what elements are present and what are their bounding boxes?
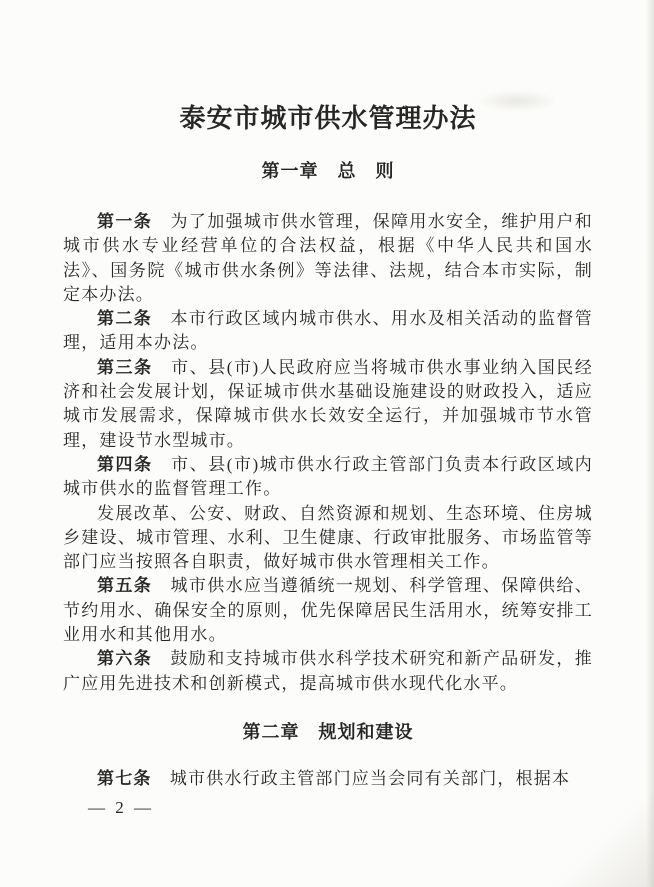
chapter-2-heading: 第二章 规划和建设 [242,721,414,742]
article-2-number: 第二条 [97,309,171,329]
article-2-text: 本市行政区域内城市供水、用水及相关活动的监督管理，适用本办法。 [63,309,593,353]
scan-edge-artifact [646,0,654,887]
article-1-number: 第一条 [97,212,171,231]
article-3-paragraph [63,356,593,453]
article-4-paragraph [63,453,593,502]
article-1-text: 为了加强城市供水管理，保障用水安全，维护用户和城市供水专业经营单位的合法权益，根据《中华人民共和国水法》、国务院《城市供水条例》等法律、法规，结合本市实际，制定本办法。 [63,212,593,304]
article-3-number: 第三条 [97,357,172,377]
page-number: — 2 — [88,798,154,817]
article-6-number: 第六条 [97,649,171,669]
article-7-number: 第七条 [97,768,170,788]
article-5-number: 第五条 [97,576,171,596]
document-content [63,104,593,791]
article-6-text: 鼓励和支持城市供水科学技术研究和新产品研发，推广应用先进技术和创新模式，提高城市供水现代化水平。 [63,649,593,693]
scan-corner-artifact [524,792,654,887]
article-5-paragraph [63,574,593,647]
article-5-text: 城市供水应当遵循统一规划、科学管理、保障供给、节约用水、确保安全的原则，优先保障居民生活用水，统筹安排工业用水和其他用水。 [63,576,593,645]
article-4-text-2: 发展改革、公安、财政、自然资源和规划、生态环境、住房城乡建设、城市管理、水利、卫生健康、行政审批服务、市场监管等部门应当按照各自职责，做好城市供水管理相关工作。 [63,503,593,572]
article-4-paragraph-2 [63,502,593,575]
article-1-paragraph [63,210,593,307]
chapter-1-heading: 第一章 总 则 [261,161,395,181]
article-7-text: 城市供水行政主管部门应当会同有关部门，根据本 [169,768,571,788]
article-4-text: 市、县(市)城市供水行政主管部门负责本行政区域内城市供水的监督管理工作。 [63,454,593,499]
article-6-paragraph [63,647,593,696]
article-2-paragraph [63,307,593,356]
document-title: 泰安市城市供水管理办法 [179,103,477,133]
article-3-text: 市、县(市)人民政府应当将城市供水事业纳入国民经济和社会发展计划，保证城市供水基础设施建设的财政投入，适应城市发展需求，保障城市供水长效安全运行，并加强城市节水管理，建设节水型城市。 [63,357,593,450]
article-4-number: 第四条 [97,454,172,474]
article-7-paragraph [63,767,593,791]
